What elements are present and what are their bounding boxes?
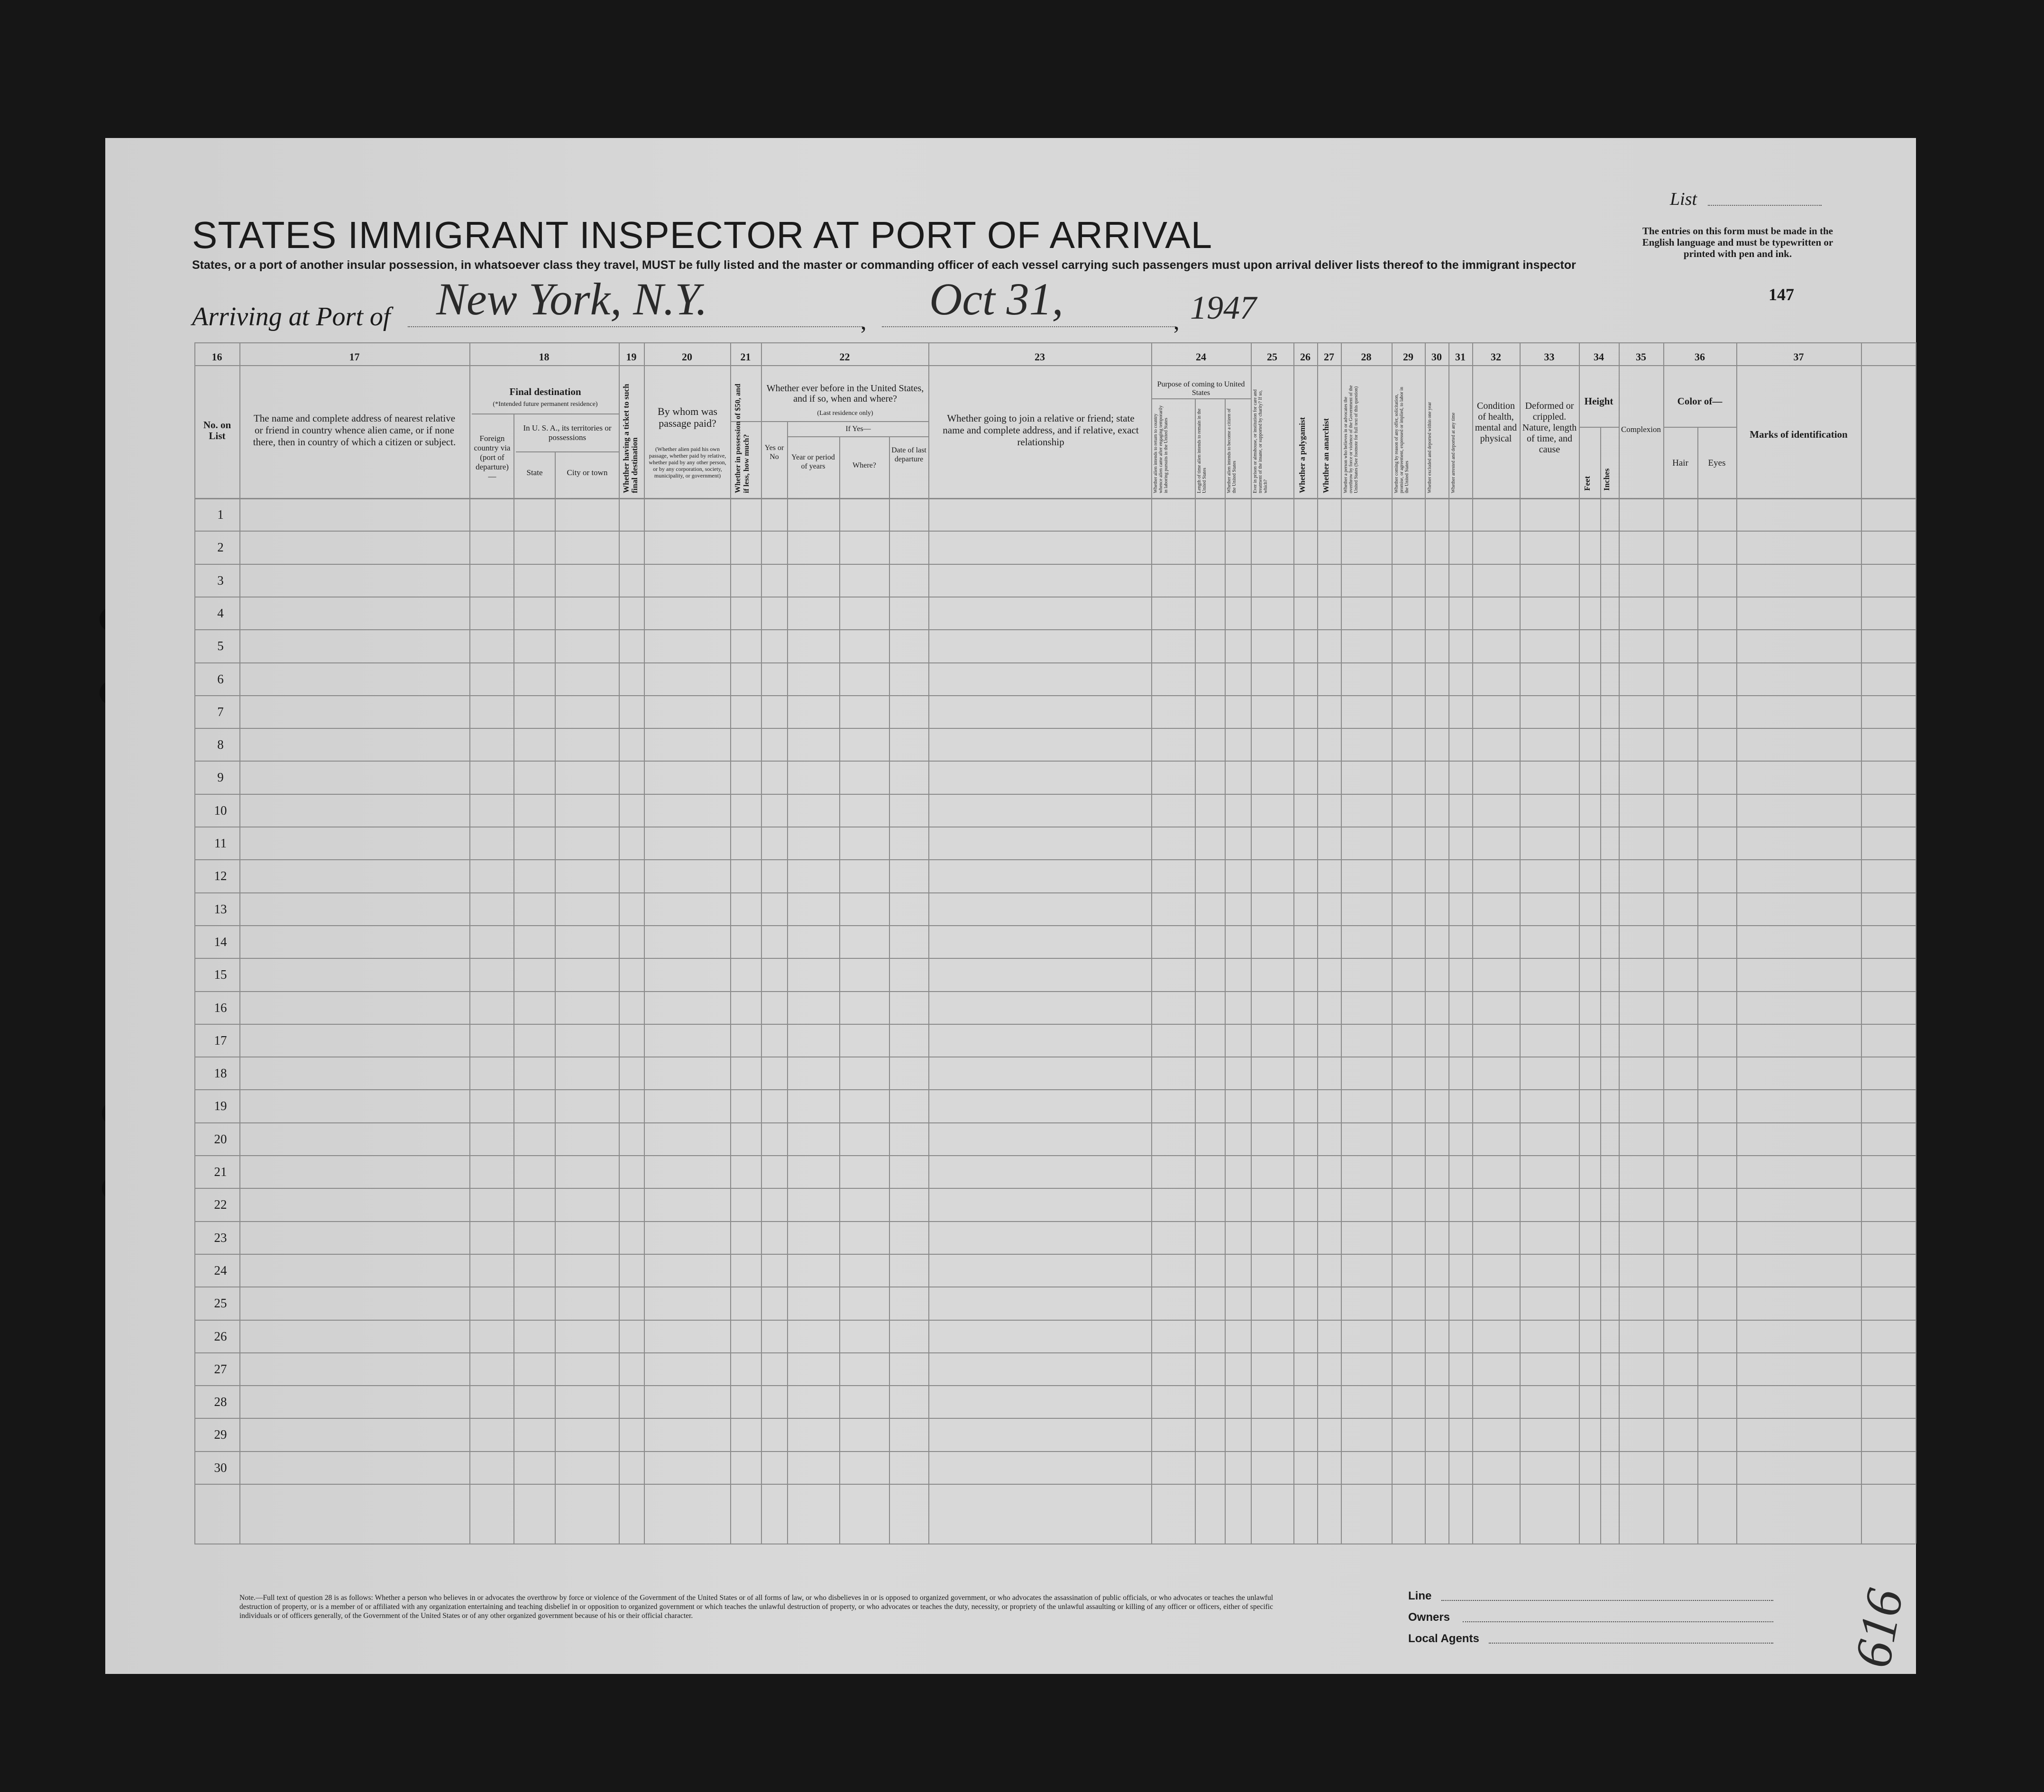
row-number: 25 bbox=[214, 1296, 227, 1311]
row-rule bbox=[194, 1024, 1916, 1025]
row-rule bbox=[194, 794, 1916, 795]
arriving-label: Arriving at Port of bbox=[192, 302, 391, 331]
page-number: 147 bbox=[1769, 285, 1794, 304]
row-number: 14 bbox=[214, 934, 227, 949]
heading-final-destination: Final destination bbox=[509, 386, 581, 397]
row-number: 4 bbox=[217, 606, 224, 620]
row-number: 26 bbox=[214, 1329, 227, 1343]
port-handwritten: New York, N.Y. bbox=[436, 274, 707, 324]
heading-where: Where? bbox=[852, 461, 876, 469]
row-rule bbox=[194, 531, 1916, 532]
heading-purpose: Purpose of coming to United States bbox=[1157, 380, 1245, 397]
heading-yes-or-no: Yes or No bbox=[764, 444, 784, 461]
row-number: 12 bbox=[214, 869, 227, 883]
row-rule bbox=[194, 1320, 1916, 1321]
heading-q28: Whether a person who believes in or advocates the overthrow by force or violence of the Government of the United States (See footnote for full text of this question) bbox=[1343, 385, 1359, 493]
comma: , bbox=[861, 308, 867, 334]
row-number: 6 bbox=[217, 671, 224, 686]
column-number: 24 bbox=[1196, 351, 1206, 363]
column-number: 27 bbox=[1324, 351, 1334, 363]
row-rule bbox=[194, 1221, 1916, 1222]
row-number: 9 bbox=[217, 770, 224, 785]
column-number: 28 bbox=[1361, 351, 1372, 363]
column-number: 25 bbox=[1267, 351, 1277, 363]
row-rule bbox=[194, 1484, 1916, 1485]
row-rule bbox=[194, 925, 1916, 926]
column-number: 36 bbox=[1695, 351, 1705, 363]
date-handwritten: Oct 31, bbox=[929, 274, 1063, 324]
comma: , bbox=[1173, 308, 1180, 334]
heading-hair: Hair bbox=[1672, 458, 1688, 468]
row-rule bbox=[194, 1089, 1916, 1090]
row-number: 3 bbox=[217, 573, 224, 588]
footnote-question-28: Note.—Full text of question 28 is as follows: Whether a person who believes in or advocates the overthrow by force or violence of the Government of the United States or of all forms of law, or who disbelieves in or is opposed to organized government, or who advocates the assassination of public officials, or who advocates or teaches the unlawful destruction of property, or is a member of or affiliated with any organization entertaining and teaching disbelief in or opposition to organized government or which teaches the unlawful destruction of property, or who advocates or teaches the duty, necessity, or propriety of the unlawful assaulting or killing of any officer or officers, either of specific individuals or of officers generally, of the Government of the United States or of any other organized government because of his or their official character. bbox=[239, 1594, 1273, 1620]
heading-prison: Ever in prison or almshouse, or institution for care and treatment of the insane, or supported by charity? If so, which? bbox=[1253, 389, 1268, 493]
port-field[interactable] bbox=[408, 326, 863, 327]
heading-inches: Inches bbox=[1602, 468, 1611, 491]
row-number: 18 bbox=[214, 1066, 227, 1081]
owners-label: Owners bbox=[1408, 1611, 1450, 1624]
column-number: 33 bbox=[1544, 351, 1555, 363]
row-number: 1 bbox=[217, 507, 224, 522]
column-number: 26 bbox=[1300, 351, 1311, 363]
row-rule bbox=[194, 695, 1916, 696]
column-number: 23 bbox=[1035, 351, 1045, 363]
row-number: 5 bbox=[217, 639, 224, 653]
row-rule bbox=[194, 1188, 1916, 1189]
heading-if-yes: If Yes— bbox=[845, 425, 871, 433]
row-number: 22 bbox=[214, 1197, 227, 1212]
heading-possession-50: Whether in possession of $50, and if less, how much? bbox=[734, 384, 751, 493]
local-agents-label: Local Agents bbox=[1408, 1632, 1479, 1645]
heading-year-period: Year or period of years bbox=[791, 453, 835, 470]
form-instructions: The entries on this form must be made in the English language and must be typewritten or printed with pen and ink. bbox=[1642, 225, 1833, 259]
heading-date-last-departure: Date of last departure bbox=[891, 446, 926, 463]
heading-join-relative: Whether going to join a relative or friend; state name and complete address, and if relative, exact relationship bbox=[943, 413, 1139, 448]
row-rule bbox=[194, 859, 1916, 860]
heading-polygamist: Whether a polygamist bbox=[1298, 417, 1307, 493]
row-number: 30 bbox=[214, 1460, 227, 1475]
year-handwritten: 1947 bbox=[1190, 290, 1256, 326]
heading-height: Height bbox=[1584, 395, 1613, 407]
row-rule bbox=[194, 1352, 1916, 1353]
row-rule bbox=[194, 564, 1916, 565]
row-number: 27 bbox=[214, 1361, 227, 1376]
heading-by-whom: By whom was passage paid? bbox=[658, 405, 717, 429]
heading-complexion: Complexion bbox=[1621, 425, 1661, 434]
heading-city: City or town bbox=[567, 468, 608, 477]
local-agents-field[interactable] bbox=[1489, 1643, 1773, 1644]
row-rule bbox=[194, 728, 1916, 729]
row-number: 8 bbox=[217, 737, 224, 752]
row-number: 13 bbox=[214, 901, 227, 916]
column-number: 30 bbox=[1431, 351, 1442, 363]
heading-ever-before: Whether ever before in the United States, and if so, when and where? bbox=[766, 383, 924, 404]
heading-purpose-c: Whether alien intends to become a citizen of the United States bbox=[1227, 408, 1237, 493]
row-rule bbox=[194, 1122, 1916, 1123]
page-title: STATES IMMIGRANT INSPECTOR AT PORT OF ARRIVAL bbox=[192, 214, 1213, 256]
row-number: 16 bbox=[214, 1000, 227, 1015]
heading-nearest-relative: The name and complete address of nearest relative or friend in country whence alien came, or if none there, then in country of which a citizen or subject. bbox=[253, 413, 456, 448]
heading-color-of: Color of— bbox=[1677, 395, 1723, 407]
row-rule bbox=[194, 892, 1916, 893]
form-subtitle: States, or a port of another insular possession, in whatsoever class they travel, MUST be fully listed and the master or commanding officer of each vessel carrying such passengers must upon arrival deliver lists thereof to the immigrant inspector bbox=[192, 258, 1576, 272]
list-label: List bbox=[1670, 189, 1697, 209]
row-rule bbox=[194, 662, 1916, 663]
row-number: 20 bbox=[214, 1131, 227, 1146]
heading-by-whom-note: (Whether alien paid his own passage, whether paid by relative, whether paid by any other person, or by any corporation, society, municipality, or government) bbox=[649, 446, 726, 479]
heading-foreign-country: Foreign country via (port of departure)— bbox=[474, 434, 511, 481]
handwritten-number: 616 bbox=[1843, 1584, 1914, 1672]
row-rule bbox=[194, 1385, 1916, 1386]
heading-purpose-a: Whether alien intends to return to country whence alien came after engaging temporarily in laboring pursuits in the United States bbox=[1153, 405, 1169, 493]
column-number: 16 bbox=[211, 351, 222, 363]
row-rule bbox=[194, 629, 1916, 630]
heading-feet: Feet bbox=[1583, 476, 1592, 491]
line-field[interactable] bbox=[1441, 1600, 1773, 1601]
column-number: 34 bbox=[1594, 351, 1604, 363]
list-number-field[interactable] bbox=[1708, 205, 1822, 206]
heading-marks: Marks of identification bbox=[1750, 429, 1848, 440]
column-number: 21 bbox=[740, 351, 751, 363]
heading-no-on-list: No. on List bbox=[203, 419, 231, 441]
manifest-sheet bbox=[105, 138, 1916, 1674]
row-rule bbox=[194, 991, 1916, 992]
column-number: 19 bbox=[626, 351, 637, 363]
column-number: 18 bbox=[539, 351, 550, 363]
row-rule bbox=[194, 1451, 1916, 1452]
column-number: 22 bbox=[839, 351, 850, 363]
row-number: 24 bbox=[214, 1263, 227, 1277]
row-rule bbox=[194, 1418, 1916, 1419]
heading-state: State bbox=[526, 468, 543, 477]
column-number: 37 bbox=[1793, 351, 1804, 363]
row-rule bbox=[194, 958, 1916, 959]
heading-anarchist: Whether an anarchist bbox=[1321, 418, 1330, 493]
row-rule bbox=[194, 761, 1916, 762]
line-label: Line bbox=[1408, 1590, 1432, 1602]
heading-last-residence: (Last residence only) bbox=[817, 410, 873, 417]
date-field[interactable] bbox=[882, 326, 1176, 327]
heading-intended-residence: (*Intended future permanent residence) bbox=[493, 401, 598, 408]
column-number: 29 bbox=[1403, 351, 1413, 363]
row-rule bbox=[194, 1155, 1916, 1156]
heading-ticket: Whether having a ticket to such final destination bbox=[622, 384, 639, 493]
row-number: 17 bbox=[214, 1033, 227, 1048]
row-number: 28 bbox=[214, 1395, 227, 1409]
row-number: 23 bbox=[214, 1230, 227, 1245]
row-number: 29 bbox=[214, 1427, 227, 1442]
column-number: 35 bbox=[1636, 351, 1646, 363]
column-number: 31 bbox=[1455, 351, 1466, 363]
heading-purpose-b: Length of time alien intends to remain in the United States bbox=[1197, 408, 1207, 493]
heading-q29: Whether coming by reason of any offer, solicitation, promise, or agreement, expressed or implied, to labor in the United States bbox=[1394, 386, 1410, 493]
column-number: 32 bbox=[1491, 351, 1501, 363]
heading-eyes: Eyes bbox=[1708, 458, 1726, 468]
row-rule bbox=[194, 1254, 1916, 1255]
row-number: 19 bbox=[214, 1099, 227, 1113]
heading-deformed: Deformed or crippled. Nature, length of time, and cause bbox=[1522, 401, 1577, 455]
column-number: 17 bbox=[349, 351, 360, 363]
row-number: 2 bbox=[217, 540, 224, 555]
row-number: 21 bbox=[214, 1165, 227, 1179]
row-number: 7 bbox=[217, 704, 224, 719]
owners-field[interactable] bbox=[1463, 1621, 1773, 1622]
heading-q30: Whether excluded and deported within one year bbox=[1427, 402, 1432, 493]
row-number: 10 bbox=[214, 803, 227, 818]
heading-condition: Condition of health, mental and physical bbox=[1475, 401, 1517, 444]
heading-q31: Whether arrested and deported at any time bbox=[1451, 413, 1456, 493]
row-number: 11 bbox=[214, 836, 227, 850]
heading-in-usa: In U. S. A., its territories or possessions bbox=[523, 423, 612, 442]
column-number: 20 bbox=[682, 351, 692, 363]
row-number: 15 bbox=[214, 967, 227, 982]
